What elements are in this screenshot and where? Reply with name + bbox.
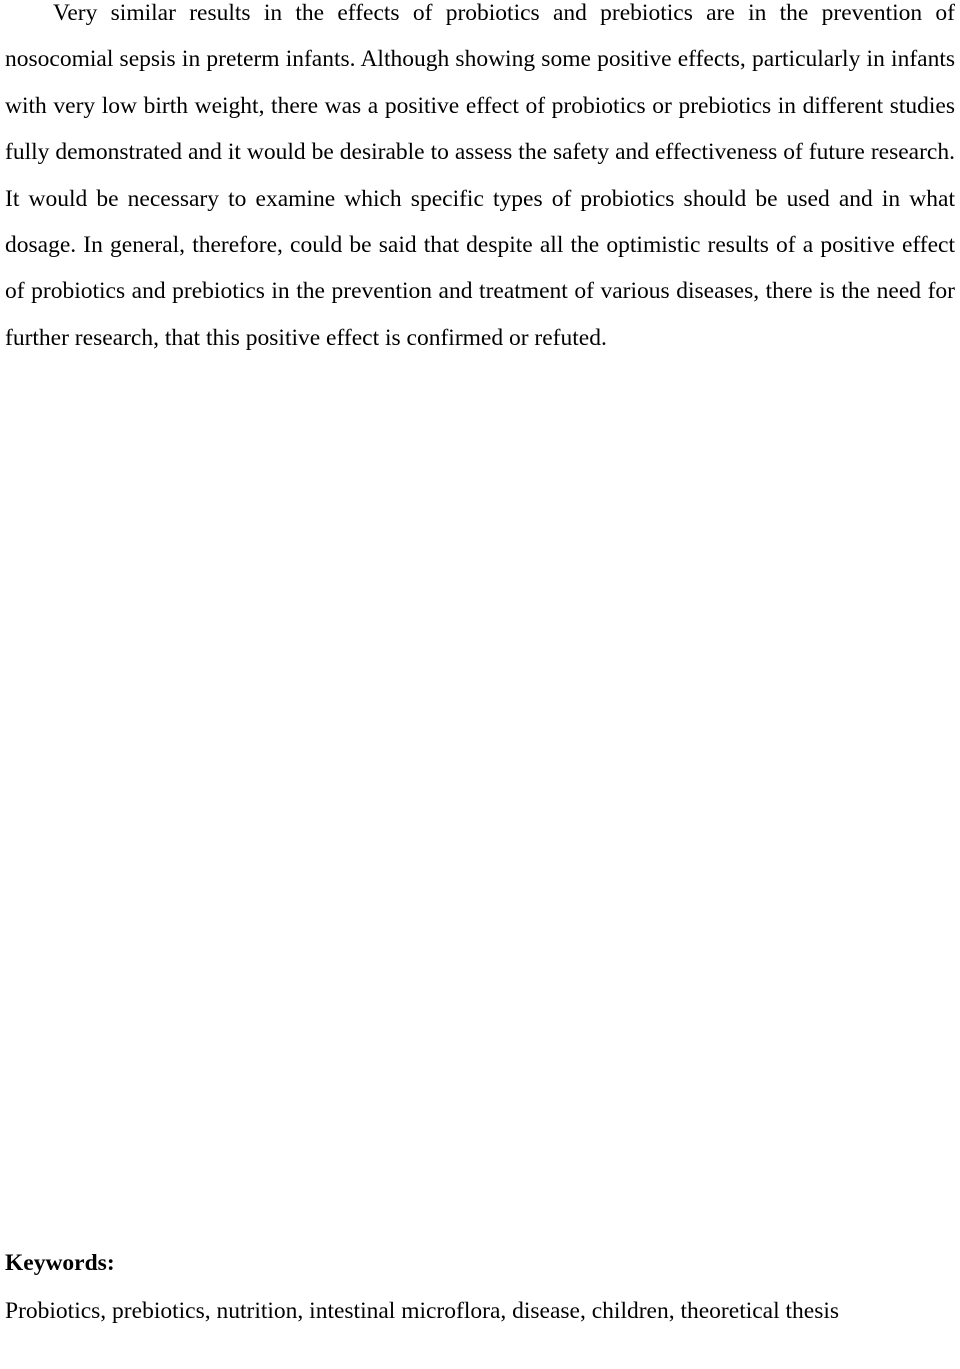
- abstract-paragraph: Very similar results in the effects of probiotics and prebiotics are in the prevention of nosocomial sepsis in preterm infants. Although showing some positive effects, particularly in infants with very low birth weight, there was a positive effect of probiotics or prebiotics in different studies fully demonstrated and it would be desirable to assess the safety and effectiveness of future research. It would be necessary to examine which specific types of probiotics should be used and in what dosage. In general, therefore, could be said that despite all the optimistic results of a positive effect of probiotics and prebiotics in the prevention and treatment of various diseases, there is the need for further research, that this positive effect is confirmed or refuted.: [5, 0, 955, 351]
- keywords-list: Probiotics, prebiotics, nutrition, intestinal microflora, disease, children, theoretical thesis: [5, 1298, 840, 1324]
- keywords-heading: Keywords:: [5, 1250, 115, 1276]
